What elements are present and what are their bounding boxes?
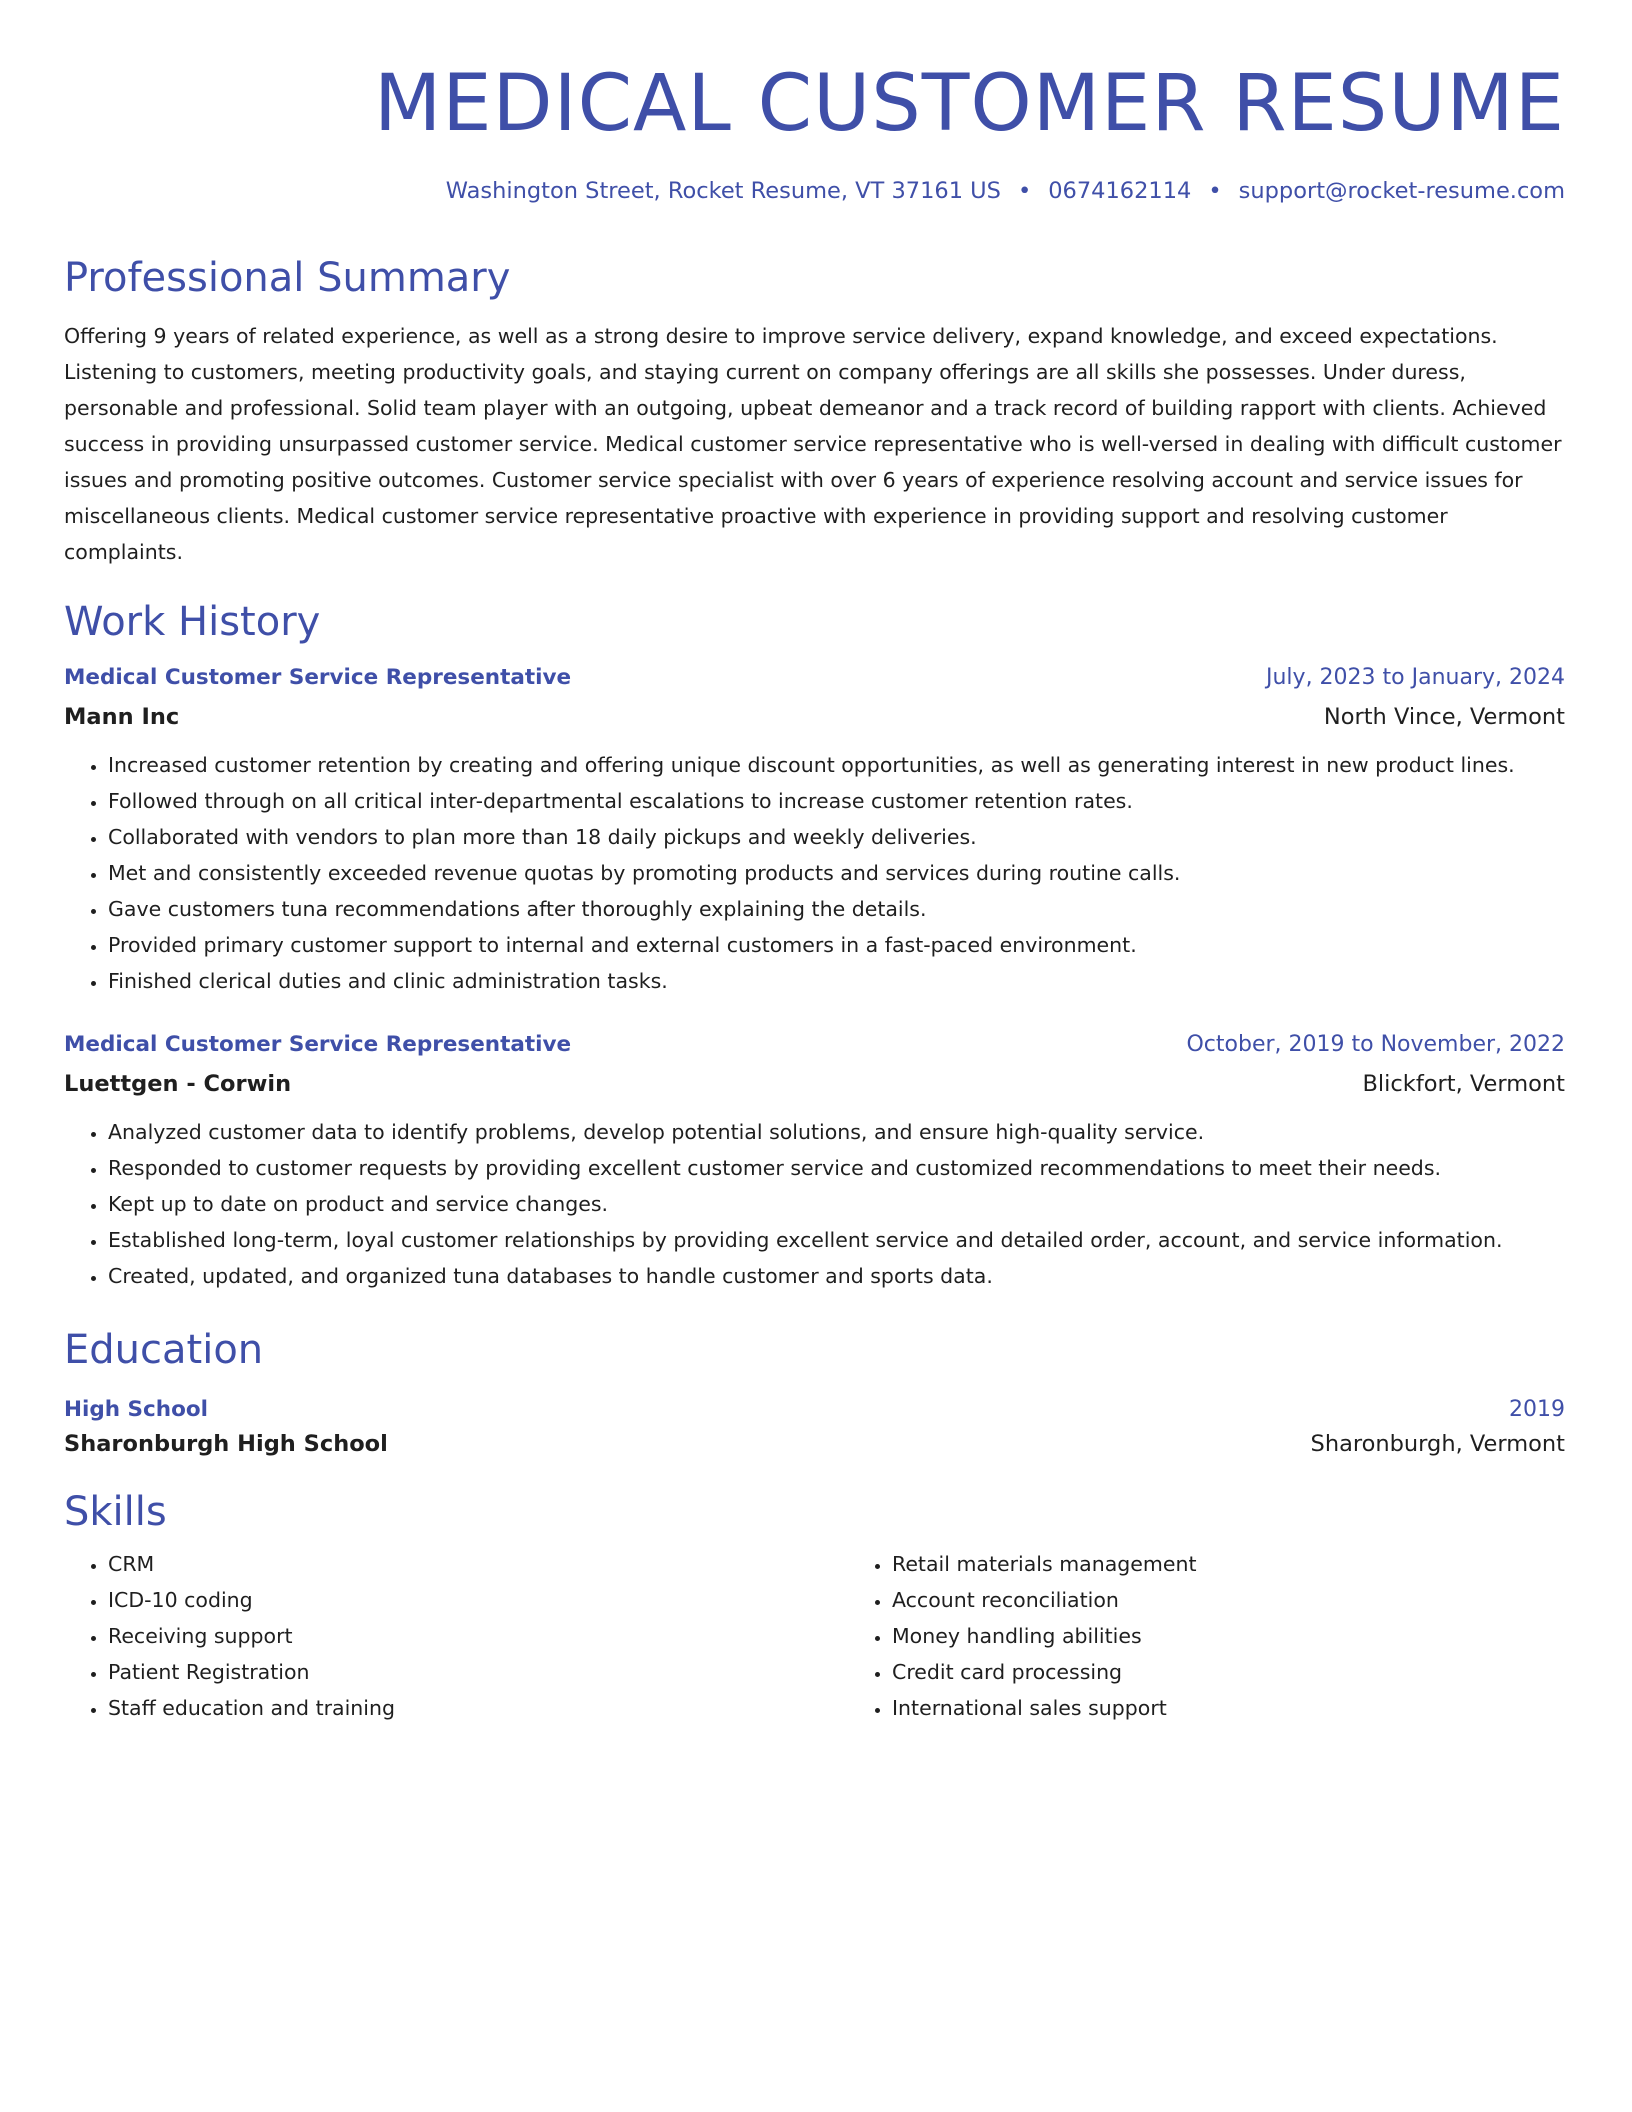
- skill-item: • Patient Registration: [108, 1654, 848, 1690]
- skill-item: • Receiving support: [108, 1618, 848, 1654]
- skills-heading: Skills: [64, 1489, 167, 1535]
- job-header: [64, 662, 1565, 694]
- job-entry: [64, 662, 1565, 999]
- job-bullets: [64, 747, 1565, 999]
- skill-item: • Account reconciliation: [892, 1582, 1632, 1618]
- education-heading: Education: [64, 1327, 264, 1373]
- contact-address: Washington Street, Rocket Resume, VT 37161 US: [445, 178, 1001, 204]
- job-bullet: • Established long-term, loyal customer relationships by providing excellent service and detailed order, account, and service information.: [108, 1222, 1565, 1258]
- job-company: Luettgen - Corwin: [64, 1071, 292, 1097]
- job-bullet: • Increased customer retention by creating and offering unique discount opportunities, as well as generating interest in new product lines.: [108, 747, 1565, 783]
- job-bullet: • Collaborated with vendors to plan more than 18 daily pickups and weekly deliveries.: [108, 819, 1565, 855]
- resume-page: [64, 0, 1565, 2112]
- contact-separator: •: [1208, 178, 1222, 204]
- skills-list: [64, 1546, 1565, 1726]
- job-company: Mann Inc: [64, 704, 180, 730]
- job-bullet: • Gave customers tuna recommendations after thoroughly explaining the details.: [108, 891, 1565, 927]
- skills-column-left: [64, 1546, 848, 1726]
- education-year: 2019: [1509, 1397, 1565, 1422]
- skill-item: • Credit card processing: [892, 1654, 1632, 1690]
- contact-phone: 0674162114: [1048, 178, 1192, 204]
- skill-item: • Retail materials management: [892, 1546, 1632, 1582]
- job-bullet: • Finished clerical duties and clinic administration tasks.: [108, 963, 1565, 999]
- job-bullet: • Followed through on all critical inter-departmental escalations to increase customer retention rates.: [108, 783, 1565, 819]
- summary-heading: Professional Summary: [64, 255, 511, 301]
- job-header: [64, 1029, 1565, 1061]
- skill-item: • ICD-10 coding: [108, 1582, 848, 1618]
- job-location: Blickfort, Vermont: [1362, 1071, 1565, 1097]
- skill-item: • CRM: [108, 1546, 848, 1582]
- contact-line: [64, 176, 1565, 206]
- job-bullet: • Kept up to date on product and service changes.: [108, 1186, 1565, 1222]
- job-role: Medical Customer Service Representative: [64, 1032, 572, 1057]
- skills-column-right: [848, 1546, 1632, 1726]
- job-bullet: • Analyzed customer data to identify problems, develop potential solutions, and ensure high-quality service.: [108, 1114, 1565, 1150]
- education-header: [64, 1394, 1565, 1426]
- summary-text: Offering 9 years of related experience, as well as a strong desire to improve service delivery, expand knowledge, and exceed expectations. Listening to customers, meeting productivity goals, and staying current on company offerings are all skills she possesses. Under duress, personable and professional. Solid team player with an outgoing, upbeat demeanor and a track record of building rapport with clients. Achieved success in providing unsurpassed customer service. Medical customer service representative who is well-versed in dealing with difficult customer issues and promoting positive outcomes. Customer service specialist with over 6 years of experience resolving account and service issues for miscellaneous clients. Medical customer service representative proactive with experience in providing support and resolving customer complaints.: [64, 324, 1562, 564]
- resume-name: MEDICAL CUSTOMER RESUME: [373, 59, 1565, 149]
- education-school: Sharonburgh High School: [64, 1431, 388, 1457]
- job-subheader: [64, 1068, 1565, 1100]
- job-bullet: • Provided primary customer support to internal and external customers in a fast-paced environment.: [108, 927, 1565, 963]
- job-subheader: [64, 701, 1565, 733]
- education-location: Sharonburgh, Vermont: [1310, 1431, 1565, 1457]
- skill-item: • Staff education and training: [108, 1690, 848, 1726]
- education-subheader: [64, 1428, 1565, 1460]
- job-bullet: • Met and consistently exceeded revenue quotas by promoting products and services during routine calls.: [108, 855, 1565, 891]
- job-role: Medical Customer Service Representative: [64, 665, 572, 690]
- job-bullet: • Created, updated, and organized tuna databases to handle customer and sports data.: [108, 1258, 1565, 1294]
- work-history-heading: Work History: [64, 599, 321, 645]
- education-entry: [64, 1394, 1565, 1460]
- education-degree: High School: [64, 1397, 208, 1422]
- contact-email: support@rocket-resume.com: [1238, 178, 1565, 204]
- job-bullets: [64, 1114, 1565, 1294]
- skill-item: • International sales support: [892, 1690, 1632, 1726]
- job-dates: July, 2023 to January, 2024: [1266, 665, 1565, 690]
- job-entry: [64, 1029, 1565, 1294]
- job-location: North Vince, Vermont: [1323, 704, 1565, 730]
- job-dates: October, 2019 to November, 2022: [1186, 1032, 1565, 1057]
- skill-item: • Money handling abilities: [892, 1618, 1632, 1654]
- job-bullet: • Responded to customer requests by providing excellent customer service and customized recommendations to meet their needs.: [108, 1150, 1565, 1186]
- contact-separator: •: [1017, 178, 1032, 204]
